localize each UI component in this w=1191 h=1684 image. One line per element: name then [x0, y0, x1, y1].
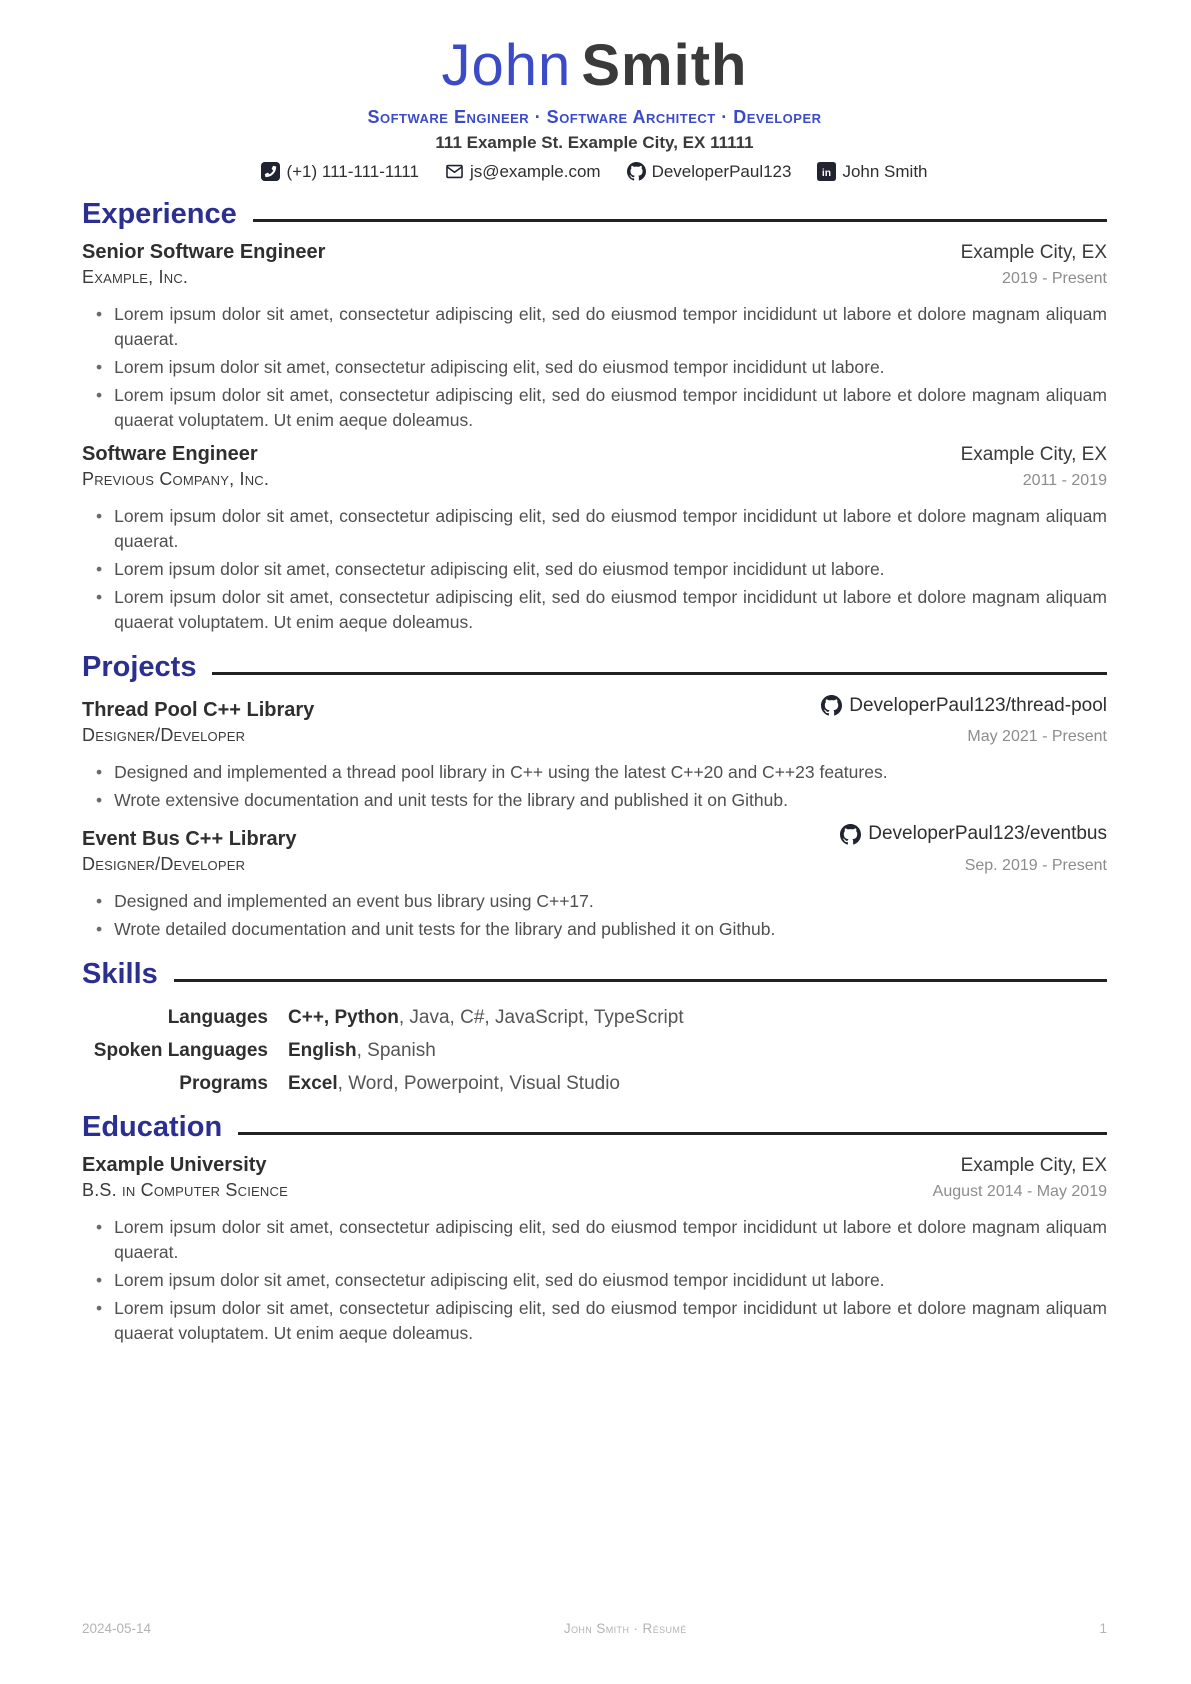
job-title: Senior Software Engineer	[82, 241, 326, 264]
school-name: Example University	[82, 1154, 267, 1177]
project-dates: May 2021 - Present	[967, 728, 1107, 746]
project-repo-link[interactable]	[821, 695, 1107, 717]
education-heading-row	[82, 1111, 1107, 1144]
skills-grid	[82, 1007, 1107, 1095]
bullet-marker: •	[96, 790, 103, 811]
page-footer	[82, 1621, 1107, 1636]
tagline: Software Engineer · Software Architect · Developer	[367, 106, 822, 127]
phone-icon	[261, 162, 280, 181]
school-location: Example City, EX	[960, 1155, 1107, 1177]
bullet-marker: •	[96, 1298, 103, 1319]
project-role: Designer/Developer	[82, 853, 246, 874]
contact-row	[82, 162, 1107, 182]
bullet-item: • Lorem ipsum dolor sit amet, consectetur adipiscing elit, sed do eiusmod tempor incididunt ut labore.	[96, 1268, 1107, 1293]
project-entry	[82, 823, 1107, 942]
section-projects	[82, 651, 1107, 941]
experience-entry	[82, 241, 1107, 433]
svg-text:in: in	[822, 168, 832, 180]
job-bullets	[96, 302, 1107, 433]
education-heading: Education	[82, 1110, 223, 1143]
project-role: Designer/Developer	[82, 725, 246, 746]
bullet-item: • Lorem ipsum dolor sit amet, consectetur adipiscing elit, sed do eiusmod tempor incididunt ut labore.	[96, 557, 1107, 582]
footer-date: 2024-05-14	[82, 1621, 152, 1636]
bullet-item: • Designed and implemented an event bus library using C++17.	[96, 889, 1107, 914]
bullet-item: • Lorem ipsum dolor sit amet, consectetur adipiscing elit, sed do eiusmod tempor incididunt ut labore.	[96, 355, 1107, 380]
section-experience	[82, 198, 1107, 635]
experience-heading-row	[82, 198, 1107, 231]
projects-heading-row	[82, 651, 1107, 684]
project-repo-link[interactable]	[840, 823, 1107, 845]
linkedin-contact[interactable]	[817, 162, 927, 182]
project-entry	[82, 695, 1107, 814]
project-bullets	[96, 889, 1107, 942]
section-education	[82, 1111, 1107, 1346]
bullet-item: • Lorem ipsum dolor sit amet, consectetur adipiscing elit, sed do eiusmod tempor incididunt ut labore et dolore magnam aliquam quaerat voluptatem. Ut enim aeque doleamus.	[96, 383, 1107, 433]
company-name: Example, Inc.	[82, 267, 189, 288]
bullet-marker: •	[96, 304, 103, 325]
projects-heading: Projects	[82, 651, 197, 684]
github-icon	[840, 824, 861, 845]
education-dates: August 2014 - May 2019	[932, 1183, 1107, 1201]
degree: B.S. in Computer Science	[82, 1180, 288, 1201]
skill-label: Spoken Languages	[93, 1039, 268, 1061]
github-username: DeveloperPaul123	[651, 161, 792, 181]
bullet-item: • Designed and implemented a thread pool library in C++ using the latest C++20 and C++23 features.	[96, 760, 1107, 785]
education-entry	[82, 1154, 1107, 1346]
repo-name: DeveloperPaul123/eventbus	[868, 823, 1107, 845]
bullet-item: • Wrote detailed documentation and unit tests for the library and published it on Github.	[96, 917, 1107, 942]
skill-label: Programs	[179, 1072, 268, 1094]
job-title: Software Engineer	[82, 443, 258, 466]
job-dates: 2011 - 2019	[1022, 472, 1107, 490]
skill-label: Languages	[167, 1006, 268, 1028]
email-icon	[445, 162, 464, 181]
project-bullets	[96, 760, 1107, 813]
bullet-item: • Lorem ipsum dolor sit amet, consectetur adipiscing elit, sed do eiusmod tempor incididunt ut labore et dolore magnam aliquam quaerat.	[96, 1215, 1107, 1265]
email-address: js@example.com	[469, 161, 601, 181]
bullet-marker: •	[96, 762, 103, 783]
skill-values: Excel, Word, Powerpoint, Visual Studio	[288, 1072, 620, 1094]
bullet-marker: •	[96, 890, 103, 911]
skill-values: C++, Python, Java, C#, JavaScript, TypeScript	[288, 1006, 684, 1028]
address: 111 Example St. Example City, EX 11111	[435, 132, 754, 152]
project-title: Event Bus C++ Library	[82, 827, 297, 850]
last-name: Smith	[581, 33, 748, 98]
bullet-item: • Lorem ipsum dolor sit amet, consectetur adipiscing elit, sed do eiusmod tempor incididunt ut labore et dolore magnam aliquam quaerat voluptatem. Ut enim aeque doleamus.	[96, 1296, 1107, 1346]
skill-values: English, Spanish	[288, 1039, 436, 1061]
bullet-item: • Lorem ipsum dolor sit amet, consectetur adipiscing elit, sed do eiusmod tempor incididunt ut labore et dolore magnam aliquam quaerat voluptatem. Ut enim aeque doleamus.	[96, 585, 1107, 635]
email-contact[interactable]	[445, 162, 601, 182]
bullet-marker: •	[96, 1217, 103, 1238]
section-rule	[174, 979, 1107, 982]
bullet-item: • Lorem ipsum dolor sit amet, consectetur adipiscing elit, sed do eiusmod tempor incididunt ut labore et dolore magnam aliquam quaerat.	[96, 504, 1107, 554]
bullet-marker: •	[96, 506, 103, 527]
bullet-item: • Wrote extensive documentation and unit tests for the library and published it on Github.	[96, 788, 1107, 813]
github-icon	[821, 695, 842, 716]
bullet-item: • Lorem ipsum dolor sit amet, consectetur adipiscing elit, sed do eiusmod tempor incididunt ut labore et dolore magnam aliquam quaerat.	[96, 302, 1107, 352]
company-name: Previous Company, Inc.	[82, 469, 270, 490]
bullet-marker: •	[96, 587, 103, 608]
experience-heading: Experience	[82, 197, 237, 230]
first-name: John	[441, 33, 572, 98]
job-location: Example City, EX	[960, 444, 1107, 466]
skills-heading-row	[82, 958, 1107, 991]
section-rule	[253, 219, 1107, 222]
education-bullets	[96, 1215, 1107, 1346]
header	[82, 33, 1107, 182]
github-contact[interactable]	[627, 162, 792, 182]
linkedin-icon	[817, 162, 836, 181]
full-name	[82, 33, 1107, 98]
bullet-marker: •	[96, 385, 103, 406]
job-dates: 2019 - Present	[1002, 270, 1107, 288]
footer-page-number: 1	[1099, 1621, 1107, 1636]
experience-entry	[82, 443, 1107, 635]
phone-number: (+1) 111-111-1111	[286, 161, 419, 181]
section-rule	[212, 672, 1107, 675]
bullet-marker: •	[96, 918, 103, 939]
skills-heading: Skills	[82, 957, 158, 990]
linkedin-name: John Smith	[842, 161, 928, 181]
bullet-marker: •	[96, 559, 103, 580]
section-rule	[238, 1132, 1107, 1135]
job-location: Example City, EX	[960, 242, 1107, 264]
section-skills	[82, 958, 1107, 1095]
repo-name: DeveloperPaul123/thread-pool	[849, 694, 1107, 716]
bullet-marker: •	[96, 357, 103, 378]
github-icon	[627, 162, 646, 181]
phone-contact[interactable]	[261, 162, 418, 182]
project-dates: Sep. 2019 - Present	[964, 856, 1107, 874]
bullet-marker: •	[96, 1270, 103, 1291]
job-bullets	[96, 504, 1107, 635]
footer-title: John Smith · Résumé	[563, 1621, 687, 1636]
project-title: Thread Pool C++ Library	[82, 699, 315, 722]
